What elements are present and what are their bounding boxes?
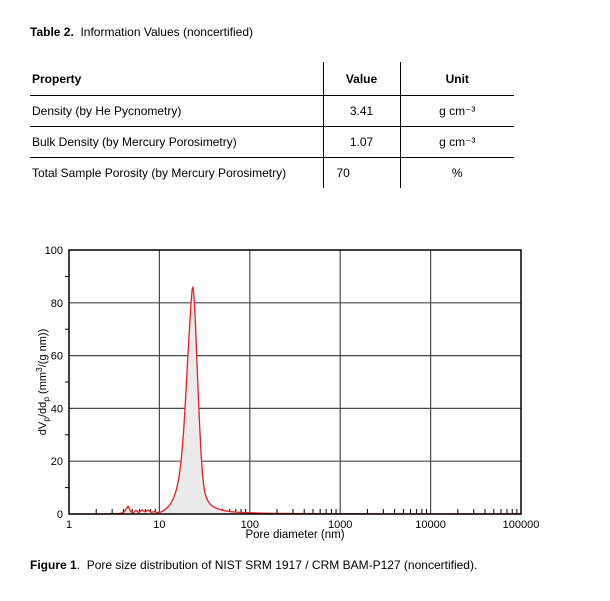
table-header-row	[30, 62, 514, 96]
figure-caption-number: Figure 1	[30, 558, 77, 572]
x-tick-label: 1	[65, 519, 73, 531]
table-row	[30, 127, 514, 158]
y-tick-label: 20	[50, 456, 63, 469]
plot-frame	[69, 250, 521, 514]
figure-caption	[30, 558, 477, 572]
column-header-unit: Unit	[400, 62, 514, 96]
value-cell: 70	[323, 158, 400, 189]
information-values-table	[30, 62, 514, 188]
y-tick-label: 100	[44, 245, 63, 257]
column-header-value: Value	[323, 62, 400, 96]
figure-caption-text: . Pore size distribution of NIST SRM 1917 / CRM BAM-P127 (noncertified).	[76, 558, 478, 572]
value-cell: 1.07	[323, 127, 400, 158]
y-tick-label: 40	[50, 403, 63, 416]
table-row	[30, 158, 514, 189]
y-tick-label: 80	[50, 297, 63, 310]
table-row	[30, 96, 514, 127]
value-cell: 3.41	[323, 96, 400, 127]
pore-size-distribution-chart	[0, 230, 610, 560]
x-tick-label: 10000	[415, 519, 446, 531]
x-tick-label: 100	[240, 519, 259, 531]
unit-cell: %	[400, 158, 514, 189]
table-title	[30, 25, 253, 39]
y-tick-label: 60	[50, 350, 63, 363]
property-cell: Density (by He Pycnometry)	[30, 96, 323, 127]
x-tick-label: 100000	[502, 519, 540, 531]
x-axis-title: Pore diameter (nm)	[245, 529, 345, 541]
x-tick-label: 10	[153, 519, 166, 531]
distribution-curve	[69, 287, 521, 514]
table-title-number: Table 2.	[30, 25, 74, 39]
y-tick-label: 0	[56, 509, 63, 521]
property-cell: Total Sample Porosity (by Mercury Porosimetry)	[32, 166, 287, 180]
curve-fill-area	[69, 287, 521, 514]
column-header-property: Property	[30, 62, 323, 96]
y-axis-title: $dV_p/dd_p$ ($mm^3/(g$ nm))	[34, 328, 51, 436]
x-tick-label: 1000	[327, 519, 353, 531]
table-title-text: Information Values (noncertified)	[73, 25, 253, 39]
property-cell: Bulk Density (by Mercury Porosimetry)	[30, 127, 323, 158]
unit-cell: g cm⁻³	[400, 96, 514, 127]
unit-cell: g cm⁻³	[400, 127, 514, 158]
